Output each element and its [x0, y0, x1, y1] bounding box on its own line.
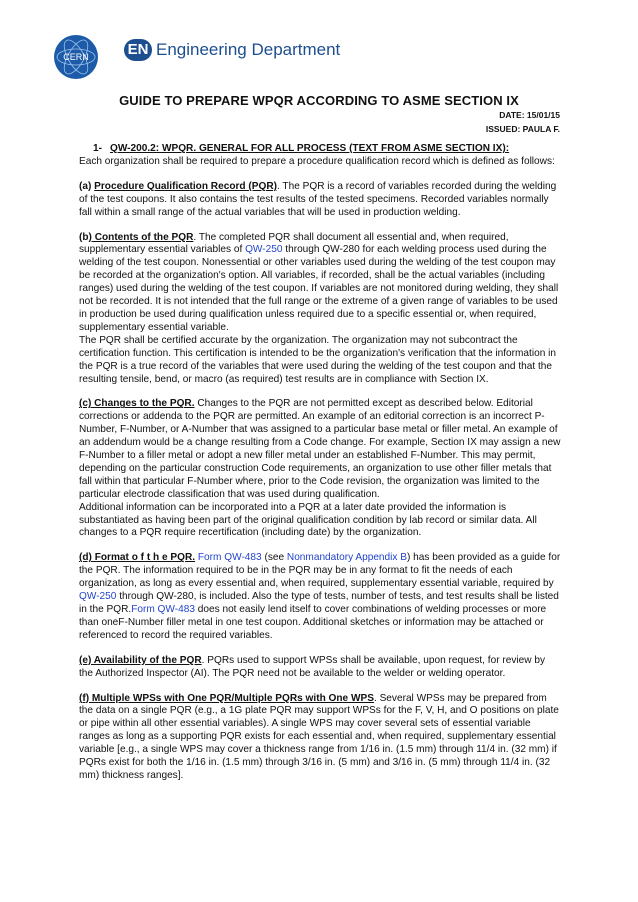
document-date: DATE: 15/01/15: [499, 110, 560, 120]
paragraph-e: (e) Availability of the PQR. PQRs used to support WPSs shall be available, upon request, for review by the Authorized Inspector (AI). The PQR need not be available to the welder or welding operator.: [79, 654, 546, 679]
section-intro: Each organization shall be required to prepare a procedure qualification record which is defined as follows:: [79, 155, 555, 167]
paragraph-d: (d) Format o f t h e PQR. Form QW-483 (see Nonmandatory Appendix B) has been provided as a guide for the PQR. The information required to be in the PQR may be in any format to fit the needs of each organization, as long as every essential and, when required, supplementary essential variable, required by QW-250 through QW-280, is included. Also the type of tests, number of tests, and test results shall be listed in the PQR.Form QW-483 does not easily lend itself to cover combinations of welding processes or more than oneF-Number filler metal in one test coupon. Additional sketches or information may be attached or referenced to record the required variables.: [79, 552, 561, 641]
cern-logo-icon: [53, 34, 99, 80]
en-badge: EN: [124, 39, 152, 61]
link-qw-250[interactable]: QW-250: [245, 244, 283, 256]
paragraph-b: (b) Contents of the PQR. The completed PQR shall document all essential and, when required, supplementary essential variables of QW-250 through QW-280 for each welding process used during the welding of the test coupon. Nonessential or other variables used during the welding of the test coupon may be recorded at the organization's option. All variables, if recorded, shall be the actual variables (including ranges) used during the welding of the test coupon. If variables are not monitored during welding, they shall not be recorded. It is not intended that the full range or the extreme of a given range of variables to be used in production be used during qualification unless required due to a specific essential or, when required, supplementary essential variable.: [79, 231, 559, 333]
paragraph-c-additional: Additional information can be incorporated into a PQR at a later date provided the information is substantiated as having been part of the original qualification condition by lab record or similar data. All changes to a PQR require recertification (including date) by the organization.: [79, 501, 537, 539]
paragraph-c: (c) Changes to the PQR. Changes to the PQR are not permitted except as described below. Editorial corrections or addenda to the PQR are permitted. An example of an editorial correction is an incorrect P-Number, F-Number, or A-Number that was assigned to a particular base metal or filler metal. An example of an addendum would be a change resulting from a Code change. For example, Section IX may assign a new F-Number to a filler metal or adopt a new filler metal under an established F-Number. This may permit, depending on the particular construction Code requirements, an organization to use other filler metals that fall within that particular F-Number where, prior to the Code revision, the organization was limited to the particular electrode classification that was used during qualification.: [79, 398, 561, 500]
document-issued: ISSUED: PAULA F.: [485, 124, 560, 134]
link-qw-250-2[interactable]: QW-250: [79, 591, 117, 603]
paragraph-a: (a) Procedure Qualification Record (PQR). The PQR is a record of variables recorded during the welding of the test coupons. It also contains the test results of the tested specimens. Recorded variables normally fall within a small range of the actual variables that will be used in production welding.: [79, 180, 557, 218]
link-form-qw-483-2[interactable]: Form QW-483: [131, 604, 195, 615]
paragraph-f: (f) Multiple WPSs with One PQR/Multiple PQRs with One WPS. Several WPSs may be prepared from the data on a single PQR (e.g., a 1G plate PQR may support WPSs for the F, V, H, and O positions on plate or pipe within all other essential variables). A single WPS may cover several sets of essential variable ranges as long as a supporting PQR exists for each essential and, when required, supplementary essential variable [e.g., a single WPS may cover a thickness range from 1/16 in. (1.5 mm) through 11/4 in. (32 mm) if PQRs exist for both the 1/16 in. (1.5 mm) through 3/16 in. (5 mm) and 3/16 in. (5 mm) through 11/4 in. (32 mm) thickness ranges].: [79, 692, 559, 781]
department-name: Engineering Department: [156, 40, 341, 59]
document-title: GUIDE TO PREPARE WPQR ACCORDING TO ASME SECTION IX: [119, 93, 519, 108]
section-heading: 1- QW-200.2: WPQR. GENERAL FOR ALL PROCESS (TEXT FROM ASME SECTION IX):: [93, 143, 510, 154]
cern-logo-text: CERN: [63, 52, 89, 62]
link-form-qw-483[interactable]: Form QW-483: [197, 552, 262, 564]
document-body: [79, 143, 561, 783]
link-appendix-b[interactable]: Nonmandatory Appendix B: [286, 552, 407, 564]
paragraph-b-certification: The PQR shall be certified accurate by the organization. The organization may not subcontract the certification function. This certification is intended to be the organization's verification that the information in the PQR is a true record of the variables that were used during the welding of the test coupon and that the resulting tensile, bend, or macro (as required) test results are in compliance with Section IX.: [79, 334, 556, 385]
